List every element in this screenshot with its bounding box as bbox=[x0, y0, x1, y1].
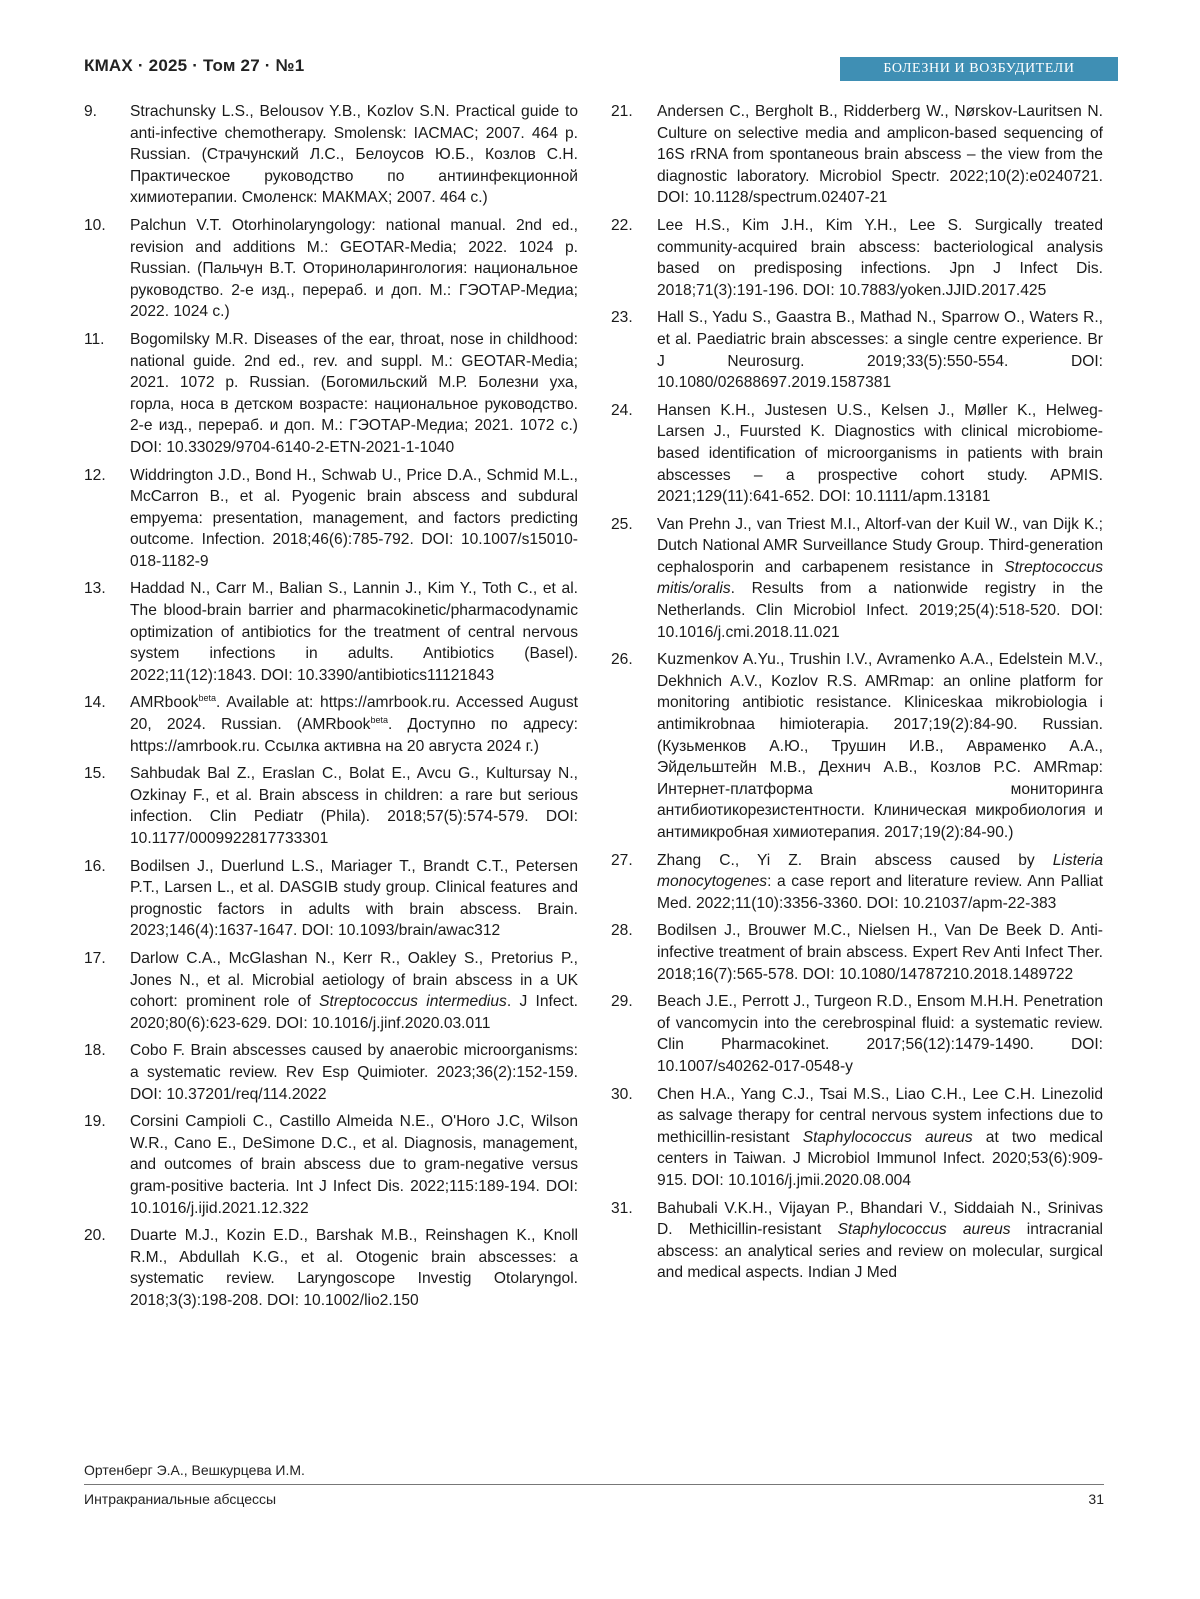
reference-text: Lee H.S., Kim J.H., Kim Y.H., Lee S. Surgically treated community-acquired brain abscess: bacteriological analysis based on predisposing infections. Jpn J Infect Dis. 2018;71(3):191-196. DOI: 10.7883/yoken.JJID.2017.425 bbox=[657, 215, 1103, 301]
reference-item bbox=[84, 101, 578, 209]
reference-text: Beach J.E., Perrott J., Turgeon R.D., Ensom M.H.H. Penetration of vancomycin into the cerebrospinal fluid: a systematic review. Clin Pharmacokinet. 2017;56(12):1479-1490. DOI: 10.1007/s40262-017-0548-y bbox=[657, 991, 1103, 1077]
reference-item bbox=[84, 1225, 578, 1311]
reference-number: 19. bbox=[84, 1111, 130, 1219]
reference-number: 16. bbox=[84, 856, 130, 942]
reference-number: 10. bbox=[84, 215, 130, 323]
references-left-column bbox=[84, 101, 578, 1317]
reference-item bbox=[611, 649, 1103, 843]
footer-divider bbox=[84, 1484, 1104, 1485]
reference-number: 20. bbox=[84, 1225, 130, 1311]
reference-text: Kuzmenkov A.Yu., Trushin I.V., Avramenko A.A., Edelstein M.V., Dekhnich A.V., Kozlov R.S. AMRmap: an online platform for monitoring antibiotic resistance. Kliniceskaa mikrobiologia i antimikrobnaa himioterapia. 2017;19(2):84-90. Russian. (Кузьменков А.Ю., Трушин И.В., Авраменко А.А., Эйдельштейн М.В., Дехнич А.В., Козлов Р.С. AMRmap: Интернет-платформа мониторинга антибиотикорезистентности. Клиническая микробиология и антимикробная химиотерапия. 2017;19(2):84-90.) bbox=[657, 649, 1103, 843]
reference-text: Hall S., Yadu S., Gaastra B., Mathad N., Sparrow O., Waters R., et al. Paediatric brain abscesses: a single centre experience. Br J Neurosurg. 2019;33(5):550-554. DOI: 10.1080/02688697.2019.1587381 bbox=[657, 307, 1103, 393]
reference-text: Cobo F. Brain abscesses caused by anaerobic microorganisms: a systematic review. Rev Esp Quimioter. 2023;36(2):152-159. DOI: 10.37201/req/114.2022 bbox=[130, 1040, 578, 1105]
reference-text: Andersen C., Bergholt B., Ridderberg W., Nørskov-Lauritsen N. Culture on selective media and amplicon-based sequencing of 16S rRNA from spontaneous brain abscess – the view from the diagnostic laboratory. Microbiol Spectr. 2022;10(2):e0240721. DOI: 10.1128/spectrum.02407-21 bbox=[657, 101, 1103, 209]
reference-item bbox=[611, 514, 1103, 644]
reference-text: Haddad N., Carr M., Balian S., Lannin J., Kim Y., Toth C., et al. The blood-brain barrier and pharmacokinetic/pharmacodynamic optimization of antibiotics for the treatment of central nervous system infections in adults. Antibiotics (Basel). 2022;11(12):1843. DOI: 10.3390/antibiotics11121843 bbox=[130, 578, 578, 686]
reference-number: 15. bbox=[84, 763, 130, 849]
reference-item bbox=[611, 307, 1103, 393]
reference-text: Bahubali V.K.H., Vijayan P., Bhandari V., Siddaiah N., Srinivas D. Methicillin-resistant Staphylococcus aureus intracranial abscess: an analytical series and review on molecular, surgical and medical aspects. Indian J Med bbox=[657, 1198, 1103, 1284]
page-number: 31 bbox=[1088, 1491, 1104, 1507]
reference-text: Van Prehn J., van Triest M.I., Altorf-van der Kuil W., van Dijk K.; Dutch National AMR Surveillance Study Group. Third-generation cephalosporin and carbapenem resistance in Streptococcus mitis/oralis. Results from a nationwide registry in the Netherlands. Clin Microbiol Infect. 2019;25(4):518-520. DOI: 10.1016/j.cmi.2018.11.021 bbox=[657, 514, 1103, 644]
reference-item bbox=[84, 215, 578, 323]
reference-number: 29. bbox=[611, 991, 657, 1077]
journal-header: КМАХ · 2025 · Том 27 · №1 bbox=[84, 56, 304, 76]
footer-authors: Ортенберг Э.А., Вешкурцева И.М. bbox=[84, 1462, 305, 1478]
reference-text: Chen H.A., Yang C.J., Tsai M.S., Liao C.H., Lee C.H. Linezolid as salvage therapy for central nervous system infections due to methicillin-resistant Staphylococcus aureus at two medical centers in Taiwan. J Microbiol Immunol Infect. 2020;53(6):909-915. DOI: 10.1016/j.jmii.2020.08.004 bbox=[657, 1084, 1103, 1192]
reference-number: 27. bbox=[611, 850, 657, 915]
reference-text: AMRbookbeta. Available at: https://amrbook.ru. Accessed August 20, 2024. Russian. (AMRbookbeta. Доступно по адресу: https://amrbook.ru. Ссылка активна на 20 августа 2024 г.) bbox=[130, 692, 578, 757]
reference-item bbox=[84, 692, 578, 757]
reference-item bbox=[84, 948, 578, 1034]
reference-text: Bodilsen J., Brouwer M.C., Nielsen H., Van De Beek D. Anti-infective treatment of brain abscess. Expert Rev Anti Infect Ther. 2018;16(7):565-578. DOI: 10.1080/14787210.2018.1489722 bbox=[657, 920, 1103, 985]
reference-number: 18. bbox=[84, 1040, 130, 1105]
reference-item bbox=[611, 1084, 1103, 1192]
reference-number: 28. bbox=[611, 920, 657, 985]
reference-item bbox=[611, 850, 1103, 915]
reference-text: Hansen K.H., Justesen U.S., Kelsen J., Møller K., Helweg-Larsen J., Fuursted K. Diagnostics with clinical microbiome-based identification of microorganisms in patients with brain abscesses – a prospective cohort study. APMIS. 2021;129(11):641-652. DOI: 10.1111/apm.13181 bbox=[657, 400, 1103, 508]
reference-item bbox=[611, 920, 1103, 985]
section-band: БОЛЕЗНИ И ВОЗБУДИТЕЛИ bbox=[840, 57, 1118, 81]
reference-number: 17. bbox=[84, 948, 130, 1034]
footer-article-title: Интракраниальные абсцессы bbox=[84, 1491, 276, 1507]
reference-item bbox=[84, 763, 578, 849]
reference-number: 30. bbox=[611, 1084, 657, 1192]
reference-item bbox=[611, 101, 1103, 209]
reference-text: Bodilsen J., Duerlund L.S., Mariager T., Brandt C.T., Petersen P.T., Larsen L., et al. DASGIB study group. Clinical features and prognostic factors in adults with brain abscess. Brain. 2023;146(4):1637-1647. DOI: 10.1093/brain/awac312 bbox=[130, 856, 578, 942]
reference-number: 21. bbox=[611, 101, 657, 209]
reference-text: Duarte M.J., Kozin E.D., Barshak M.B., Reinshagen K., Knoll R.M., Abdullah K.G., et al. Otogenic brain abscesses: a systematic review. Laryngoscope Investig Otolaryngol. 2018;3(3):198-208. DOI: 10.1002/lio2.150 bbox=[130, 1225, 578, 1311]
reference-number: 11. bbox=[84, 329, 130, 459]
reference-item bbox=[611, 215, 1103, 301]
reference-number: 22. bbox=[611, 215, 657, 301]
reference-item bbox=[84, 465, 578, 573]
reference-item bbox=[611, 991, 1103, 1077]
reference-item bbox=[84, 1111, 578, 1219]
reference-item bbox=[84, 329, 578, 459]
reference-text: Zhang C., Yi Z. Brain abscess caused by Listeria monocytogenes: a case report and literature review. Ann Palliat Med. 2022;11(10):3356-3360. DOI: 10.21037/apm-22-383 bbox=[657, 850, 1103, 915]
reference-item bbox=[84, 856, 578, 942]
reference-text: Darlow C.A., McGlashan N., Kerr R., Oakley S., Pretorius P., Jones N., et al. Microbial aetiology of brain abscess in a UK cohort: prominent role of Streptococcus intermedius. J Infect. 2020;80(6):623-629. DOI: 10.1016/j.jinf.2020.03.011 bbox=[130, 948, 578, 1034]
reference-text: Sahbudak Bal Z., Eraslan C., Bolat E., Avcu G., Kultursay N., Ozkinay F., et al. Brain abscess in children: a rare but serious infection. Clin Pediatr (Phila). 2018;57(5):574-579. DOI: 10.1177/0009922817733301 bbox=[130, 763, 578, 849]
reference-text: Corsini Campioli C., Castillo Almeida N.E., O'Horo J.C, Wilson W.R., Cano E., DeSimone D.C., et al. Diagnosis, management, and outcomes of brain abscess due to gram-negative versus gram-positive bacteria. Int J Infect Dis. 2022;115:189-194. DOI: 10.1016/j.ijid.2021.12.322 bbox=[130, 1111, 578, 1219]
reference-item bbox=[84, 578, 578, 686]
reference-text: Strachunsky L.S., Belousov Y.B., Kozlov S.N. Practical guide to anti-infective chemotherapy. Smolensk: IACMAC; 2007. 464 p. Russian. (Страчунский Л.С., Белоусов Ю.Б., Козлов С.Н. Практическое руководство по антиинфекционной химиотерапии. Смоленск: МАКМАХ; 2007. 464 с.) bbox=[130, 101, 578, 209]
reference-text: Bogomilsky M.R. Diseases of the ear, throat, nose in childhood: national guide. 2nd ed., rev. and suppl. M.: GEOTAR-Media; 2021. 1072 p. Russian. (Богомильский М.Р. Болезни уха, горла, носа в детском возрасте: национальное руководство. 2-е изд., перераб. и доп. М.: ГЭОТАР-Медиа; 2021. 1072 с.) DOI: 10.33029/9704-6140-2-ETN-2021-1-1040 bbox=[130, 329, 578, 459]
reference-number: 26. bbox=[611, 649, 657, 843]
reference-number: 31. bbox=[611, 1198, 657, 1284]
reference-number: 9. bbox=[84, 101, 130, 209]
reference-number: 25. bbox=[611, 514, 657, 644]
reference-number: 24. bbox=[611, 400, 657, 508]
reference-number: 23. bbox=[611, 307, 657, 393]
reference-text: Palchun V.T. Otorhinolaryngology: national manual. 2nd ed., revision and additions M.: GEOTAR-Media; 2022. 1024 p. Russian. (Пальчун В.Т. Оториноларингология: национальное руководство. 2-е изд., перераб. и доп. М.: ГЭОТАР-Медиа; 2022. 1024 с.) bbox=[130, 215, 578, 323]
reference-number: 14. bbox=[84, 692, 130, 757]
reference-item bbox=[84, 1040, 578, 1105]
reference-item bbox=[611, 1198, 1103, 1284]
reference-text: Widdrington J.D., Bond H., Schwab U., Price D.A., Schmid M.L., McCarron B., et al. Pyogenic brain abscess and subdural empyema: presentation, management, and factors predicting outcome. Infection. 2018;46(6):785-792. DOI: 10.1007/s15010-018-1182-9 bbox=[130, 465, 578, 573]
references-right-column bbox=[611, 101, 1103, 1290]
reference-number: 12. bbox=[84, 465, 130, 573]
reference-item bbox=[611, 400, 1103, 508]
reference-number: 13. bbox=[84, 578, 130, 686]
